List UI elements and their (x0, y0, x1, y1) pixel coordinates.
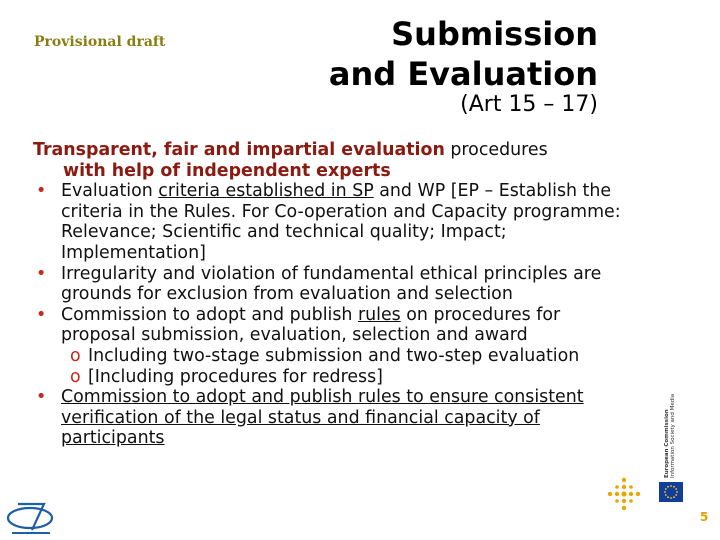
article-reference: (Art 15 – 17) (460, 92, 598, 117)
eu-flag-icon (659, 482, 683, 502)
bullet-item-rules (33, 305, 633, 346)
sub-bullet-item (33, 367, 633, 388)
ec-line-2: Information Society and Media (670, 393, 676, 478)
bullet-icon: • (36, 181, 47, 202)
sub-bullet-text: Including two-stage submission and two-step evaluation (88, 345, 580, 366)
lead-line-2 (33, 161, 633, 182)
bullet-icon: • (36, 304, 47, 325)
bullet-text-rest: on procedures for proposal submission, evaluation, selection and award (61, 304, 561, 346)
sub-bullet-icon: o (70, 366, 81, 387)
bullet-item-verification (33, 387, 633, 449)
title-line-2: and Evaluation (328, 55, 598, 93)
page-title (329, 14, 598, 94)
dots-decoration-icon (606, 476, 642, 512)
bullet-item-criteria (33, 181, 633, 263)
bullet-text: Commission to adopt and publish (61, 304, 358, 325)
underlined-text: criteria established in SP (158, 181, 374, 202)
bullet-icon: • (36, 263, 47, 284)
draft-label: Provisional draft (34, 34, 166, 50)
page-number: 5 (700, 510, 709, 524)
ec-line-1: European Commission (664, 409, 670, 478)
bullet-icon: • (36, 387, 47, 408)
bullet-text-rest: and WP [EP – Establish the criteria in the Rules. For Co-operation and Capacity programme: Relevance; Scientific and technical quality; Impact; Implementation] (61, 181, 621, 263)
underlined-text: Commission to adopt and publish rules to ensure consistent verification of the legal status and financial capacity of participants (61, 387, 584, 449)
lead-rest-text: procedures (444, 140, 548, 160)
lead-paragraph (33, 140, 633, 181)
bullet-text: Evaluation (61, 181, 159, 202)
european-commission-label (662, 350, 676, 480)
title-line-1: Submission (391, 15, 598, 53)
fp7-logo-icon (4, 498, 58, 538)
sub-bullet-icon: o (70, 345, 81, 366)
sub-bullet-item (33, 346, 633, 367)
bullet-text: Irregularity and violation of fundamental ethical principles are grounds for exclusion from evaluation and selection (61, 263, 602, 305)
sub-bullet-text: [Including procedures for redress] (88, 366, 383, 387)
slide-body (33, 140, 633, 449)
lead-bold-text: Transparent, fair and impartial evaluation (33, 140, 445, 160)
bullet-item-irregularity (33, 264, 633, 305)
underlined-text: rules (357, 304, 401, 325)
lead-line-2-text: with help of independent experts (63, 160, 391, 181)
